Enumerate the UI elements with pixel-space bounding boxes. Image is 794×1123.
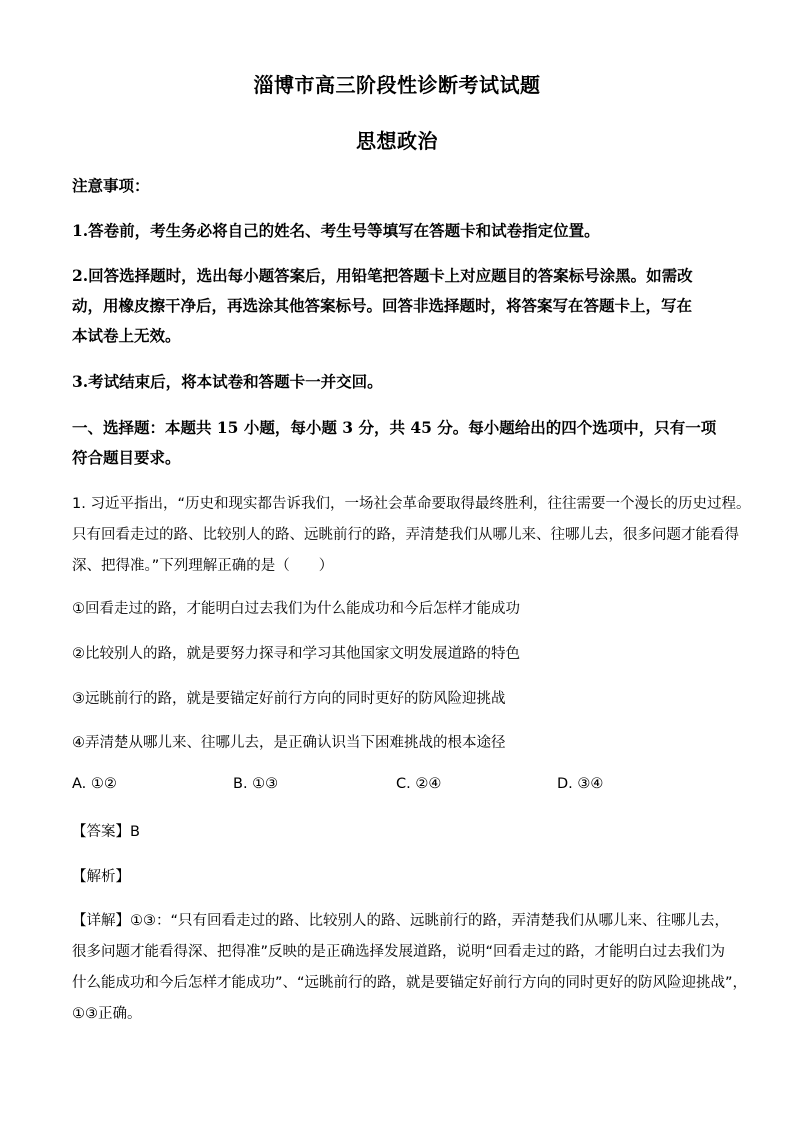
answer-line: 【答案】B	[72, 824, 140, 840]
detail-line: 【详解】①③：“只有回看走过的路、比较别人的路、远眺前行的路，弄清楚我们从哪儿来、往哪儿去，	[72, 913, 730, 929]
option-a: A. ①②	[72, 776, 117, 792]
notice-item-2-line: 2.回答选择题时，选出每小题答案后，用铅笔把答题卡上对应题目的答案标号涂黑。如需改	[72, 266, 693, 285]
detail-line: 很多问题才能看得深、把得准”反映的是正确选择发展道路，说明“回看走过的路，才能明白过去我们为	[72, 944, 726, 960]
notice-item-2-line: 本试卷上无效。	[72, 326, 181, 345]
option-c: C. ②④	[396, 776, 442, 792]
subject-title: 思想政治	[356, 129, 438, 153]
section-heading-line: 符合题目要求。	[72, 448, 181, 467]
question-stem-line: 1. 习近平指出，“历史和现实都告诉我们，一场社会革命要取得最终胜利，往往需要一个漫长的历史过程。	[72, 496, 751, 512]
detail-line: ①③正确。	[72, 1006, 142, 1022]
question-1-stem	[72, 489, 751, 582]
statement-3: ③远眺前行的路，就是要锚定好前行方向的同时更好的防风险迎挑战	[72, 691, 506, 707]
notice-item-1: 1.答卷前，考生务必将自己的姓名、考生号等填写在答题卡和试卷指定位置。	[72, 221, 600, 240]
question-stem-line: 只有回看走过的路、比较别人的路、远眺前行的路，弄清楚我们从哪儿来、往哪儿去，很多问题才能看得	[72, 527, 739, 543]
analysis-label: 【解析】	[72, 869, 130, 885]
notice-item-2-line: 动，用橡皮擦干净后，再选涂其他答案标号。回答非选择题时，将答案写在答题卡上，写在	[72, 296, 693, 315]
answer-options	[72, 776, 732, 800]
detail-explanation	[72, 906, 748, 1030]
detail-line: 什么能成功和今后怎样才能成功”、“远眺前行的路，就是要锚定好前行方向的同时更好的防风险迎挑战”，	[72, 975, 748, 991]
section-heading	[72, 413, 727, 473]
statement-1: ①回看走过的路，才能明白过去我们为什么能成功和今后怎样才能成功	[72, 601, 520, 617]
statement-2: ②比较别人的路，就是要努力探寻和学习其他国家文明发展道路的特色	[72, 646, 520, 662]
notice-item-3: 3.考试结束后，将本试卷和答题卡一并交回。	[72, 372, 383, 391]
section-heading-line: 一、选择题：本题共 15 小题，每小题 3 分，共 45 分。每小题给出的四个选项中，只有一项	[72, 418, 717, 437]
statement-4: ④弄清楚从哪儿来、往哪儿去，是正确认识当下困难挑战的根本途径	[72, 735, 506, 751]
question-stem-line: 深、把得准。”下列理解正确的是（ ）	[72, 558, 334, 574]
notice-heading: 注意事项：	[72, 176, 150, 195]
option-d: D. ③④	[557, 776, 604, 792]
page-title: 淄博市高三阶段性诊断考试试题	[253, 73, 541, 97]
option-b: B. ①③	[233, 776, 279, 792]
notice-item-2	[72, 261, 727, 351]
